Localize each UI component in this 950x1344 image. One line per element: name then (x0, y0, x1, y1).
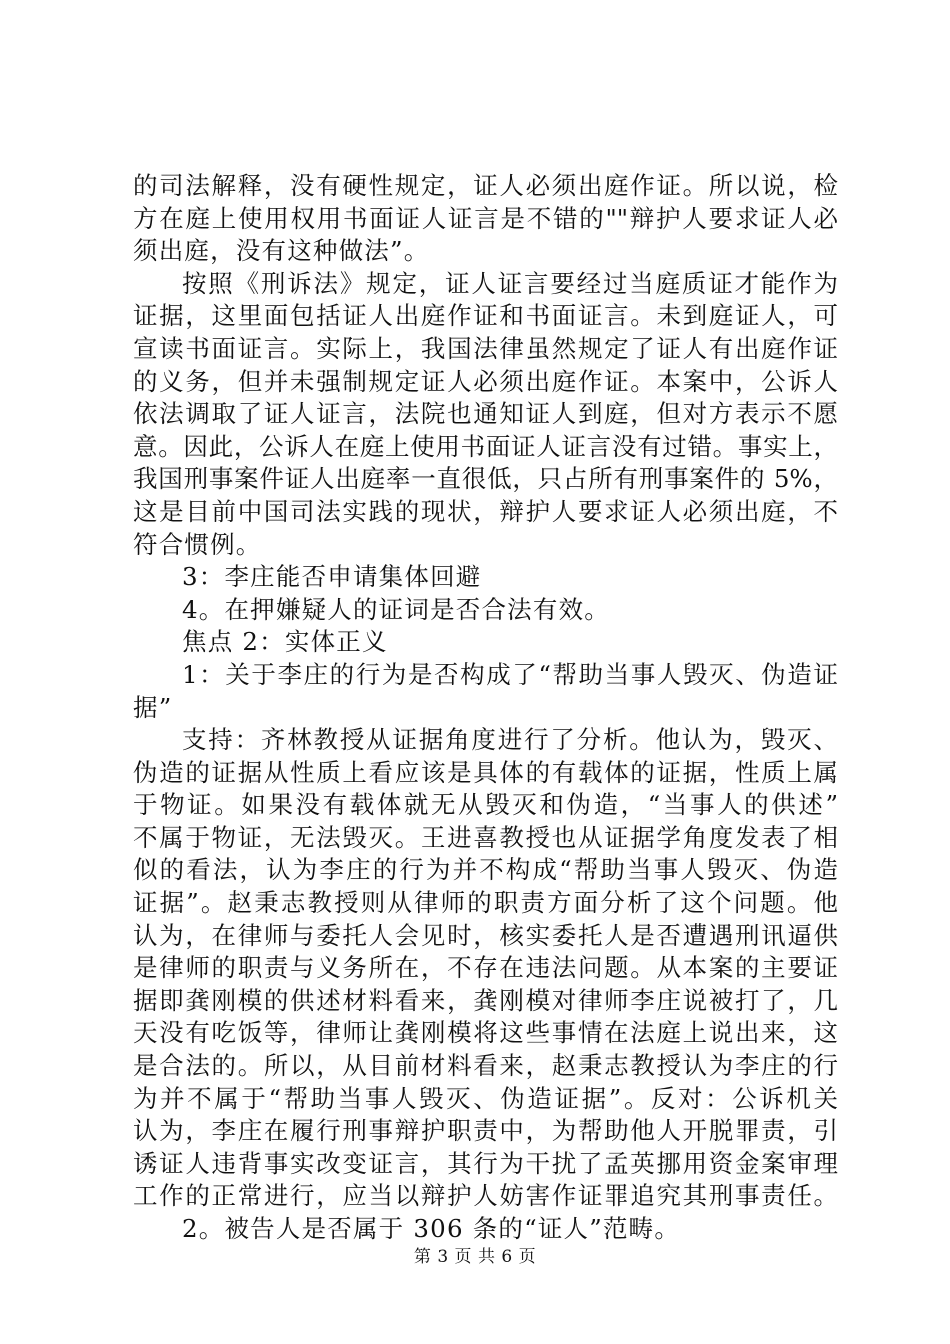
text-line: 方在庭上使用权用书面证人证言是不错的""辩护人要求证人必 (133, 203, 838, 233)
text-line: 依法调取了证人证言，法院也通知证人到庭，但对方表示不愿 (133, 399, 838, 429)
text-line: 认为，在律师与委托人会见时，核实委托人是否遭遇刑讯逼供 (133, 920, 838, 950)
text-line: 不属于物证，无法毁灭。王进喜教授也从证据学角度发表了相 (133, 822, 838, 852)
text-line: 1：关于李庄的行为是否构成了“帮助当事人毁灭、伪造证 (182, 659, 838, 689)
text-line: 支持：齐林教授从证据角度进行了分析。他认为，毁灭、 (182, 725, 838, 755)
text-line: 是合法的。所以，从目前材料看来，赵秉志教授认为李庄的行 (133, 1051, 838, 1081)
text-line: 是律师的职责与义务所在，不存在违法问题。从本案的主要证 (133, 953, 838, 983)
text-line: 2。被告人是否属于 306 条的“证人”范畴。 (182, 1214, 681, 1243)
text-line: 认为，李庄在履行刑事辩护职责中，为帮助他人开脱罪责，引 (133, 1116, 838, 1146)
text-line: 符合惯例。 (133, 529, 262, 559)
text-line: 于物证。如果没有载体就无从毁灭和伪造，“当事人的供述” (133, 790, 838, 820)
text-line: 诱证人违背事实改变证言，其行为干扰了孟英挪用资金案审理 (133, 1148, 838, 1178)
text-line: 的义务，但并未强制规定证人必须出庭作证。本案中，公诉人 (133, 366, 838, 396)
text-line: 天没有吃饭等，律师让龚刚模将这些事情在法庭上说出来，这 (133, 1018, 838, 1048)
text-line: 宣读书面证言。实际上，我国法律虽然规定了证人有出庭作证 (133, 333, 838, 363)
text-line: 据即龚刚模的供述材料看来，龚刚模对律师李庄说被打了，几 (133, 985, 838, 1015)
text-line: 证据，这里面包括证人出庭作证和书面证言。未到庭证人，可 (133, 301, 838, 331)
document-body (133, 170, 838, 1246)
text-line: 工作的正常进行，应当以辩护人妨害作证罪追究其刑事责任。 (133, 1181, 838, 1211)
text-line: 3：李庄能否申请集体回避 (182, 562, 482, 592)
text-line: 伪造的证据从性质上看应该是具体的有载体的证据，性质上属 (133, 757, 838, 787)
text-line: 4。在押嫌疑人的证词是否合法有效。 (182, 594, 610, 624)
text-line: 须出庭，没有这种做法”。 (133, 236, 430, 266)
page-footer: 第 3 页 共 6 页 (413, 1247, 537, 1267)
text-line: 据” (133, 692, 173, 722)
text-line: 证据”。赵秉志教授则从律师的职责方面分析了这个问题。他 (133, 888, 838, 918)
text-line: 的司法解释，没有硬性规定，证人必须出庭作证。所以说，检 (133, 171, 838, 200)
text-line: 我国刑事案件证人出庭率一直很低，只占所有刑事案件的 5%， (133, 464, 838, 494)
text-line: 焦点 2：实体正义 (182, 627, 388, 657)
text-line: 似的看法，认为李庄的行为并不构成“帮助当事人毁灭、伪造 (133, 855, 838, 885)
text-line: 这是目前中国司法实践的现状，辩护人要求证人必须出庭，不 (133, 496, 838, 526)
text-line: 按照《刑诉法》规定，证人证言要经过当庭质证才能作为 (182, 268, 838, 298)
text-line: 意。因此，公诉人在庭上使用书面证人证言没有过错。事实上， (133, 431, 838, 461)
text-line: 为并不属于“帮助当事人毁灭、伪造证据”。反对：公诉机关 (133, 1083, 838, 1113)
